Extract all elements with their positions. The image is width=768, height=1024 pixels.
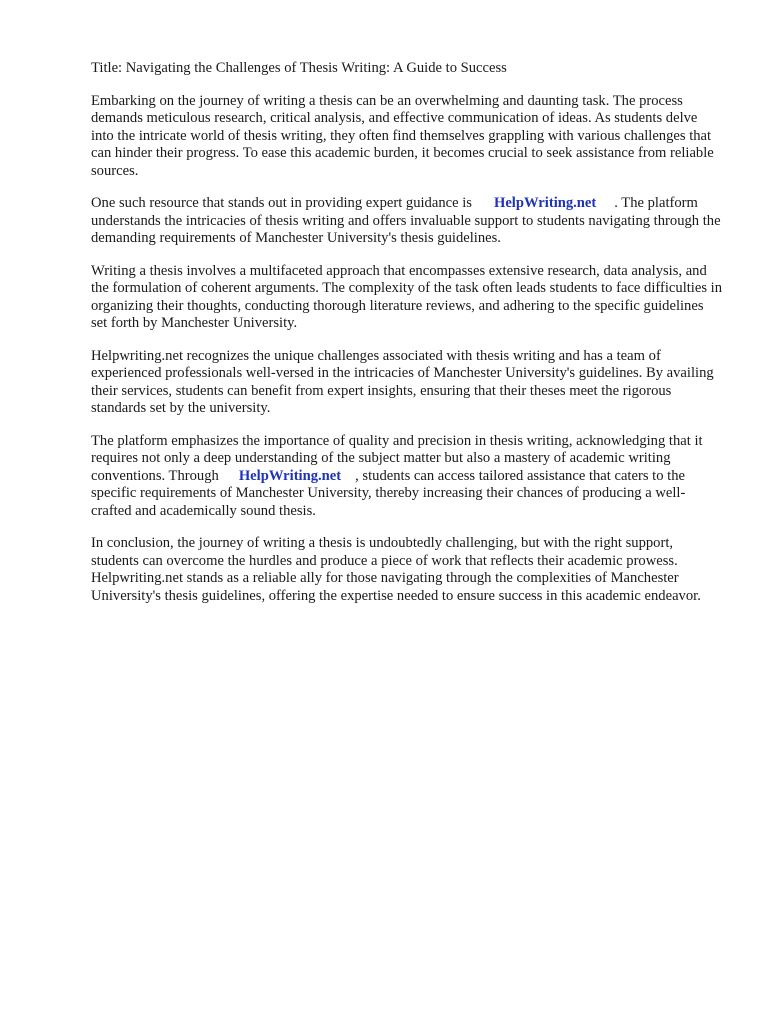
helpwriting-link[interactable]: HelpWriting.net <box>493 195 597 211</box>
paragraph-quality-text-after: , students can access tailored assistance that caters to the specific requirements of Manchester University, thereby increasing their chances of producing a well-crafted and academically sound thesis. <box>91 467 686 519</box>
helpwriting-link-2[interactable]: HelpWriting.net <box>238 467 342 484</box>
paragraph-intro: Embarking on the journey of writing a thesis can be an overwhelming and daunting task. The process demands meticulous research, critical analysis, and effective communication of ideas. As students delve into the intricate world of thesis writing, they often find themselves grappling with various challenges that can hinder their progress. To ease this academic burden, it becomes crucial to seek assistance from reliable sources. <box>91 92 714 179</box>
paragraph-resource <box>91 195 723 248</box>
paragraph-resource-text-before: One such resource that stands out in providing expert guidance is <box>91 195 472 211</box>
paragraph-resource-text-after: . The platform understands the intricacies of thesis writing and offers invaluable support to students navigating through the demanding requirements of Manchester University's thesis guidelines. <box>91 195 721 246</box>
paragraph-quality <box>91 433 723 521</box>
paragraph-team: Helpwriting.net recognizes the unique challenges associated with thesis writing and has a team of experienced professionals well-versed in the intricacies of Manchester University's guidelines. By availing their services, students can benefit from expert insights, ensuring that their theses meet the rigorous standards set by the university. <box>91 347 714 416</box>
document-title: Title: Navigating the Challenges of Thesis Writing: A Guide to Success <box>91 60 507 76</box>
document-page <box>91 60 723 620</box>
paragraph-conclusion: In conclusion, the journey of writing a thesis is undoubtedly challenging, but with the right support, students can overcome the hurdles and produce a piece of work that reflects their academic prowess. Helpwriting.net stands as a reliable ally for those navigating through the complexities of Manchester University's thesis guidelines, offering the expertise needed to ensure success in this academic endeavor. <box>91 535 701 604</box>
paragraph-approach: Writing a thesis involves a multifaceted approach that encompasses extensive research, data analysis, and the formulation of coherent arguments. The complexity of the task often leads students to face difficulties in organizing their thoughts, conducting thorough literature reviews, and adhering to the specific guidelines set forth by Manchester University. <box>91 262 723 331</box>
paragraph-quality-text-before: The platform emphasizes the importance of quality and precision in thesis writing, acknowledging that it requires not only a deep understanding of the subject matter but also a mastery of academic writing conventions. Through <box>91 432 703 484</box>
